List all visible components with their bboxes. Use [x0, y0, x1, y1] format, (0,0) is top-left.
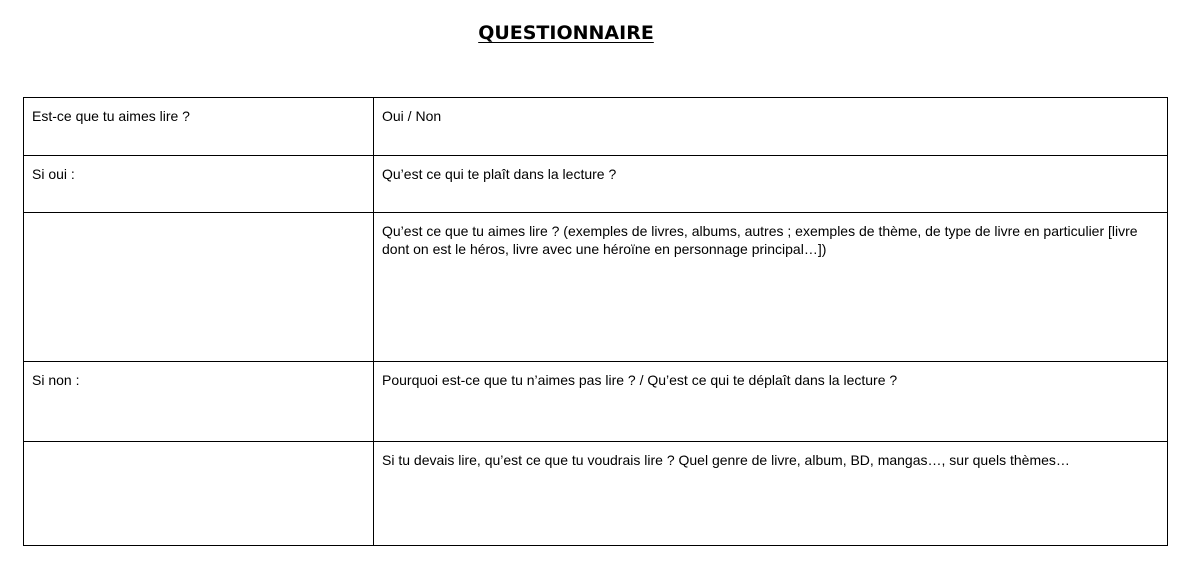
question-cell: Qu’est ce que tu aimes lire ? (exemples de livres, albums, autres ; exemples de thème, de type de livre en particulier [livre dont on est le héros, livre avec une héroïne en personnage principal…]): [374, 213, 1168, 362]
table-row: [24, 362, 1168, 442]
table-row: [24, 213, 1168, 362]
question-cell: Pourquoi est-ce que tu n’aimes pas lire ? / Qu’est ce qui te déplaît dans la lecture ?: [374, 362, 1168, 442]
question-label-cell: [24, 442, 374, 546]
page-title: QUESTIONNAIRE: [478, 22, 654, 44]
question-label-cell: Si oui :: [24, 156, 374, 213]
question-cell: Oui / Non: [374, 98, 1168, 156]
questionnaire-table: [23, 97, 1168, 546]
question-label-cell: [24, 213, 374, 362]
question-label-cell: Si non :: [24, 362, 374, 442]
table-row: [24, 98, 1168, 156]
question-cell: Si tu devais lire, qu’est ce que tu voudrais lire ? Quel genre de livre, album, BD, mangas…, sur quels thèmes…: [374, 442, 1168, 546]
question-label-cell: Est-ce que tu aimes lire ?: [24, 98, 374, 156]
table-row: [24, 156, 1168, 213]
table-row: [24, 442, 1168, 546]
question-cell: Qu’est ce qui te plaît dans la lecture ?: [374, 156, 1168, 213]
